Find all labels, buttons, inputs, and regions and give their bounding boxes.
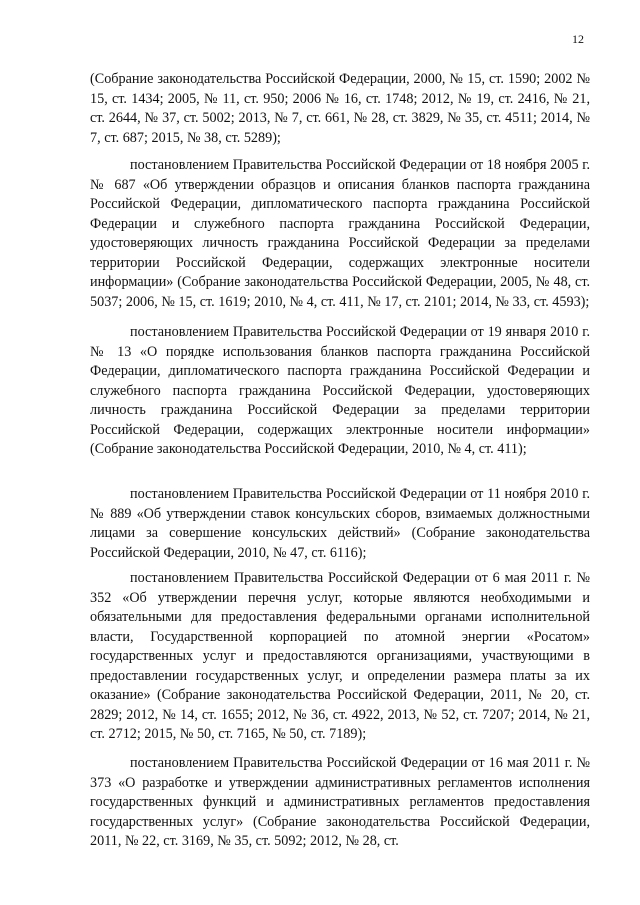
paragraph-decree-373: постановлением Правительства Российской Федерации от 16 мая 2011 г. № 373 «О разработке и утверждении административных регламентов исполнения государственных функций и административных регламентов предоставления государственных услуг» (Собрание законодательства Российской Федерации, 2011, № 22, ст. 3169, № 35, ст. 5092; 2012, № 28, ст. [90,755,590,849]
page-number: 12 [572,32,584,46]
paragraph-decree-352: постановлением Правительства Российской Федерации от 6 мая 2011 г. № 352 «Об утверждении перечня услуг, которые являются необходимыми и обязательными для предоставления федеральными органами исполнительной власти, Государственной корпорацией по атомной энергии «Росатом» государственных услуг и предоставляются организациями, участвующими в предоставлении государственных услуг, и определении размера платы за их оказание» (Собрание законодательства Российской Федерации, 2011, № 20, ст. 2829; 2012, № 14, ст. 1655; 2012, № 36, ст. 4922, 2013, № 52, ст. 7207; 2014, № 21, ст. 2712; 2015, № 50, ст. 7165, № 50, ст. 7189); [90,570,590,742]
paragraph-decree-889: постановлением Правительства Российской Федерации от 11 ноября 2010 г. № 889 «Об утверждении ставок консульских сборов, взимаемых должностными лицами за совершение консульских действий» (Собрание законодательства Российской Федерации, 2010, № 47, ст. 6116); [90,486,590,561]
paragraph-decree-13: постановлением Правительства Российской Федерации от 19 января 2010 г. № 13 «О порядке использования бланков паспорта гражданина Российской Федерации, дипломатического паспорта гражданина Российской Федерации и служебного паспорта гражданина Российской Федерации, удостоверяющих личность гражданина Российской Федерации за пределами территории Российской Федерации, содержащих электронные носители информации» (Собрание законодательства Российской Федерации, 2010, № 4, ст. 411); [90,324,590,457]
paragraph-decree-687: постановлением Правительства Российской Федерации от 18 ноября 2005 г. № 687 «Об утверждении образцов и описания бланков паспорта гражданина Российской Федерации, дипломатического паспорта гражданина Российской Федерации и служебного паспорта гражданина Российской Федерации, удостоверяющих личность гражданина Российской Федерации за пределами территории Российской Федерации, содержащих электронные носители информации» (Собрание законодательства Российской Федерации, 2005, № 48, ст. 5037; 2006, № 15, ст. 1619; 2010, № 4, ст. 411, № 17, ст. 2101; 2014, № 33, ст. 4593); [90,157,590,310]
paragraph-citation-continuation: (Собрание законодательства Российской Федерации, 2000, № 15, ст. 1590; 2002 № 15, ст. 1434; 2005, № 11, ст. 950; 2006 № 16, ст. 1748; 2012, № 19, ст. 2416, № 21, ст. 2644, № 37, ст. 5002; 2013, № 7, ст. 661, № 28, ст. 3829, № 35, ст. 4511; 2014, № 7, ст. 687; 2015, № 38, ст. 5289); [90,71,590,146]
